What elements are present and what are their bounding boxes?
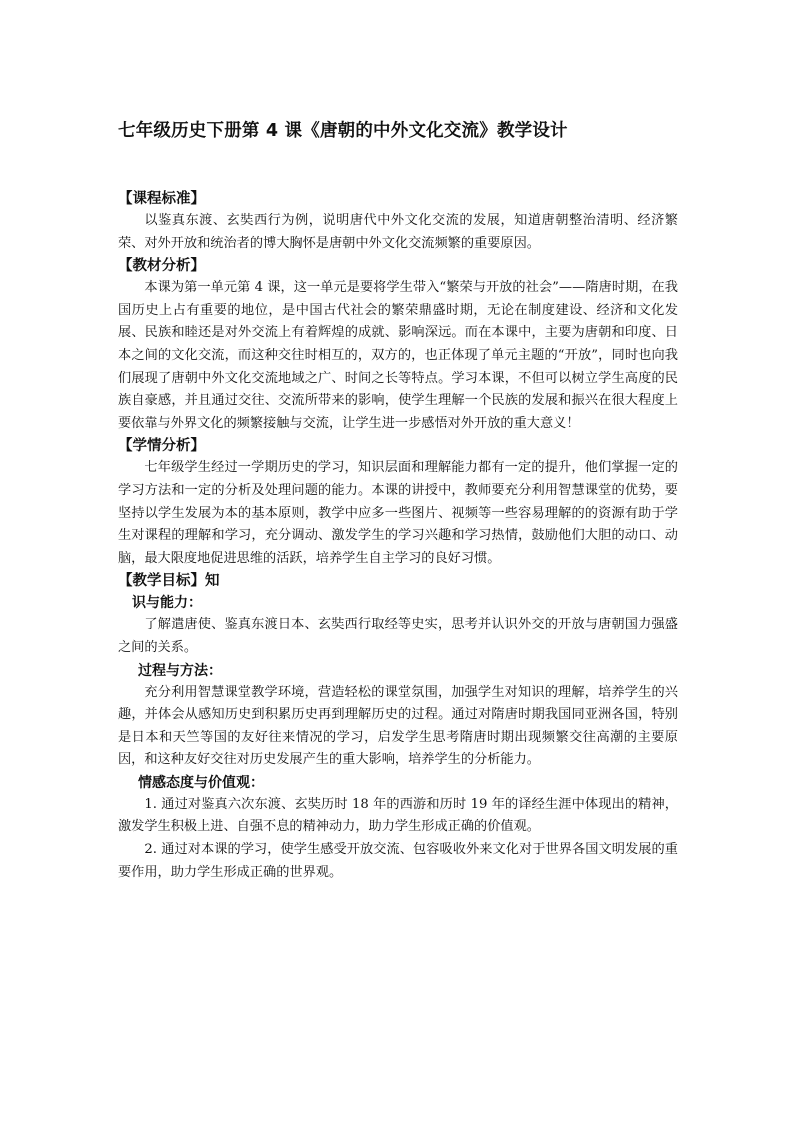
goal-knowledge-label: 识与能力： xyxy=(132,595,202,612)
goal-emotion-item-1: 1. 通过对鉴真六次东渡、玄奘历时 18 年的西游和历时 19 年的译经生涯中体现出的精神，激发学生积极上进、自强不息的精神动力，助力学生形成正确的价值观。 xyxy=(118,796,678,835)
section-text-curriculum-standard: 以鉴真东渡、玄奘西行为例，说明唐代中外文化交流的发展，知道唐朝整治清明、经济繁荣、对外开放和统治者的博大胸怀是唐朝中外文化交流频繁的重要原因。 xyxy=(118,213,678,251)
section-heading-curriculum-standard: 【课程标准】 xyxy=(118,191,205,207)
document-title: 七年级历史下册第 4 课《唐朝的中外文化交流》教学设计 xyxy=(118,121,568,141)
section-heading-student-analysis: 【学情分析】 xyxy=(118,438,205,455)
goal-process-text: 充分利用智慧课堂教学环境，营造轻松的课堂氛围，加强学生对知识的理解，培养学生的兴趣，并体会从感知历史到积累历史再到理解历史的过程。通过对隋唐时期我国同亚洲各国，特别是日本和天竺等国的友好往来情况的学习，启发学生思考隋唐时期出现频繁交往高潮的主要原因，和这种友好交往对历史发展产生的重大影响，培养学生的分析能力。 xyxy=(118,684,678,768)
section-heading-textbook-analysis: 【教材分析】 xyxy=(118,258,205,275)
teaching-goals-heading-label: 【教学目标】 xyxy=(118,573,205,590)
section-text-textbook-analysis: 本课为第一单元第 4 课，这一单元是要将学生带入“繁荣与开放的社会”——隋唐时期，在我国历史上占有重要的地位，是中国古代社会的繁荣鼎盛时期，无论在制度建设、经济和文化发展、民族和睦还是对外交流上有着辉煌的成就、影响深远。而在本课中，主要为唐朝和印度、日本之间的文化交流，而这种交往时相互的，双方的，也正体现了单元主题的“开放”，同时也向我们展现了唐朝中外文化交流地域之广、时间之长等特点。学习本课，不但可以树立学生高度的民族自豪感，并且通过交往、交流所带来的影响，使学生理解一个民族的发展和振兴在很大程度上要依靠与外界文化的频繁接触与交流，让学生进一步感悟对外开放的重大意义！ xyxy=(118,280,678,431)
section-heading-teaching-goals xyxy=(118,570,678,592)
goal-process-label: 过程与方法： xyxy=(138,662,222,679)
goal-knowledge-text: 了解遣唐使、鉴真东渡日本、玄奘西行取经等史实，思考并认识外交的开放与唐朝国力强盛之间的关系。 xyxy=(118,617,678,655)
goal-emotion-label: 情感态度与价值观： xyxy=(138,774,264,791)
teaching-goals-heading-tail: 知 xyxy=(205,573,220,590)
section-text-student-analysis: 七年级学生经过一学期历史的学习，知识层面和理解能力都有一定的提升，他们掌握一定的学习方法和一定的分析及处理问题的能力。本课的讲授中，教师要充分利用智慧课堂的优势，要坚持以学生发展为本的基本原则，教学中应多一些图片、视频等一些容易理解的的资源有助于学生对课程的理解和学习，充分调动、激发学生的学习兴趣和学习热情，鼓励他们大胆的动口、动脑，最大限度地促进思维的活跃，培养学生自主学习的良好习惯。 xyxy=(118,460,678,566)
document-body xyxy=(118,188,678,884)
goal-emotion-item-2: 2. 通过对本课的学习，使学生感受开放交流、包容吸收外来文化对于世界各国文明发展的重要作用，助力学生形成正确的世界观。 xyxy=(118,842,678,880)
